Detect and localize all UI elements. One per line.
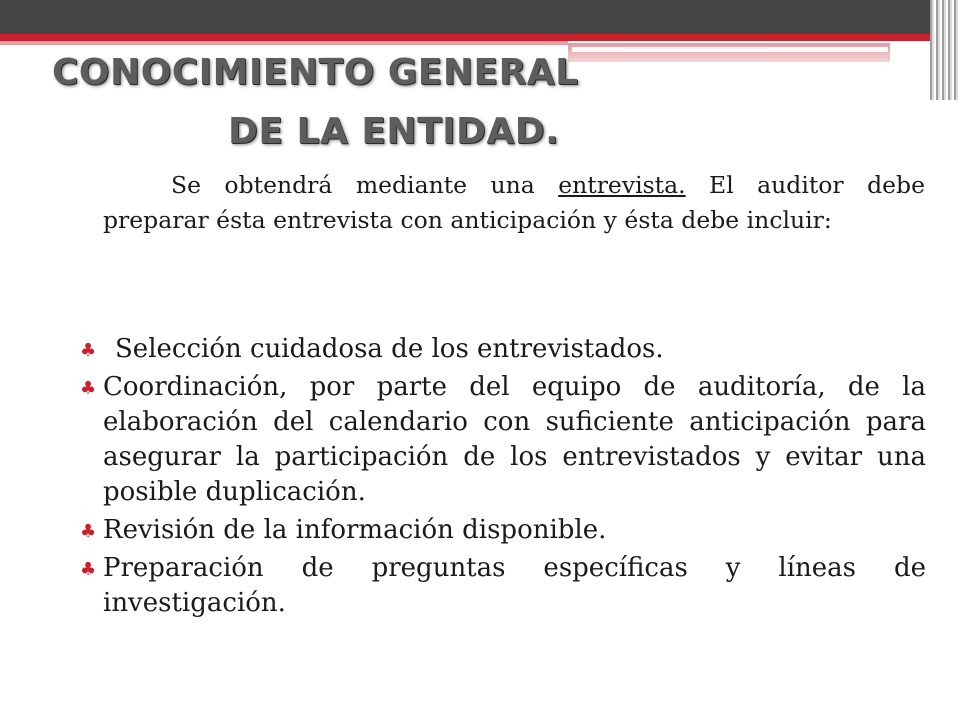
red-accent-line — [0, 34, 960, 41]
top-bar — [0, 0, 960, 34]
club-suit-icon: ♣ — [80, 378, 97, 399]
pink-accent-strip — [568, 43, 890, 62]
bullet-text: Revisión de la información disponible. — [103, 515, 607, 545]
list-item — [78, 551, 926, 621]
intro-paragraph — [103, 168, 925, 238]
list-item — [78, 513, 926, 548]
red-accent-line-thin — [0, 41, 568, 45]
intro-text-after: El auditor debe preparar ésta entrevista con anticipación y ésta debe incluir: — [103, 171, 925, 234]
corner-stripes — [930, 0, 960, 100]
white-accent-strip — [572, 47, 888, 52]
list-item — [78, 370, 926, 510]
bullet-text: Selección cuidadosa de los entrevistados. — [115, 334, 664, 364]
club-suit-icon: ♣ — [80, 340, 97, 361]
slide-title-line1: CONOCIMIENTO GENERAL — [52, 52, 579, 93]
bullet-text: Coordinación, por parte del equipo de auditoría, de la elaboración del calendario con suficiente anticipación para asegurar la participación de los entrevistados y evitar una posible duplicación. — [103, 372, 926, 507]
intro-text-before: Se obtendrá mediante una — [171, 171, 559, 199]
bullet-text: Preparación de preguntas específicas y líneas de investigación. — [103, 553, 926, 618]
list-item — [78, 332, 926, 367]
club-suit-icon: ♣ — [80, 559, 97, 580]
slide-title-line2: DE LA ENTIDAD. — [228, 111, 560, 152]
bullet-list — [78, 332, 926, 624]
club-suit-icon: ♣ — [80, 521, 97, 542]
intro-underlined-word: entrevista. — [558, 171, 686, 199]
